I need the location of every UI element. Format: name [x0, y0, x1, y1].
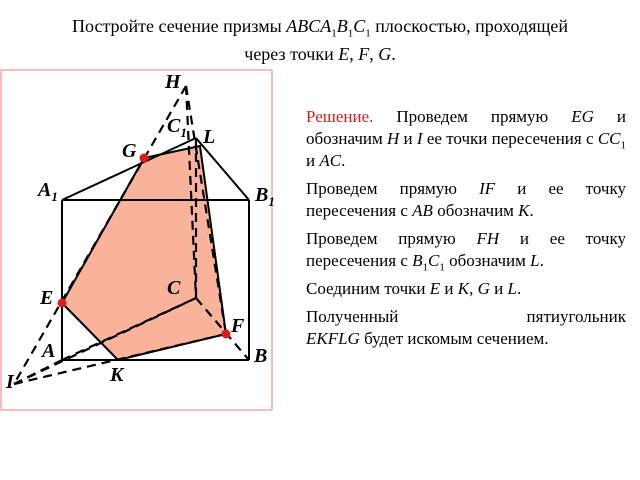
label-i: I: [6, 371, 14, 393]
label-k: K: [110, 364, 124, 386]
label-b: B: [254, 345, 268, 367]
solution-heading: Решение.: [306, 107, 374, 126]
title-text: через точки: [244, 44, 339, 64]
label-a1: $A_1$: [38, 179, 58, 204]
solution-step-2: Проведем прямую IF и ее точку пересечения с AB обозначим K.: [306, 179, 626, 220]
point-g: [140, 154, 149, 163]
solution-step-5-cont: EKFLG будет искомым сечением.: [306, 329, 549, 348]
solution-step-3: Проведем прямую FH и ее точку пересечения с $B_1C_1$ обозначим L.: [306, 229, 626, 274]
separator: ,: [349, 44, 359, 64]
prism-name: C: [353, 16, 366, 36]
label-b1: $B_1$: [255, 184, 275, 209]
label-a: A: [42, 340, 56, 362]
point-name: G: [378, 44, 392, 64]
solution-step-4: Соединим точки E и K, G и L.: [306, 279, 522, 298]
separator: .: [391, 44, 396, 64]
solution-step-5: Полученный пятиугольник: [306, 307, 626, 326]
prism-name: B: [336, 16, 348, 36]
label-f: F: [231, 315, 245, 337]
subscript: 1: [365, 27, 371, 40]
point-name: E: [338, 44, 350, 64]
label-e: E: [40, 287, 54, 309]
separator: ,: [369, 44, 379, 64]
label-h: H: [165, 71, 181, 93]
subscript: 1: [331, 27, 337, 40]
title-text: плоскостью, проходящей: [370, 16, 568, 36]
solution-text: [306, 106, 626, 356]
prism-name: ABCA: [286, 16, 332, 36]
point-name: F: [358, 44, 370, 64]
label-c1: $C_1$: [167, 115, 187, 140]
point-f: [222, 330, 231, 339]
label-l: L: [203, 126, 216, 148]
label-g: G: [122, 140, 137, 162]
label-c: C: [167, 277, 181, 299]
solution-step-1: Решение. Проведем прямую EG и обозначим H и I ее точки пересечения с $CC_1$ и AC.: [306, 107, 626, 170]
subscript: 1: [347, 27, 354, 40]
title-text: Постройте сечение призмы: [72, 16, 287, 36]
point-e: [58, 299, 67, 308]
